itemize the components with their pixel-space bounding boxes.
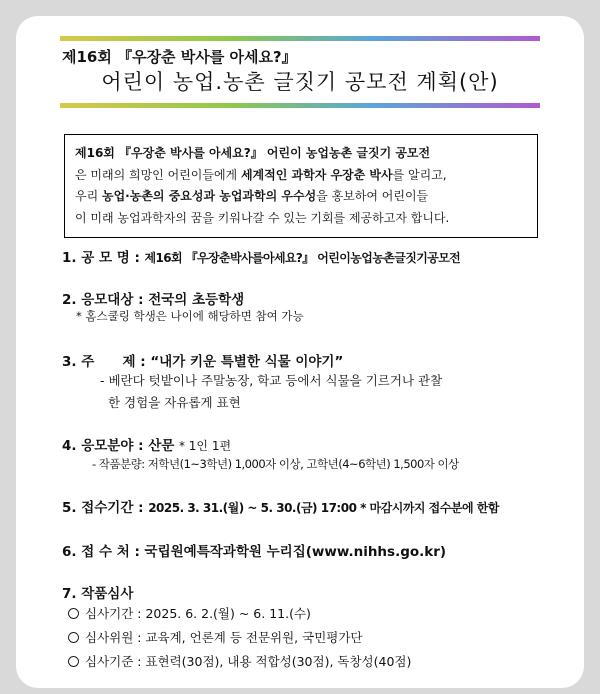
intro-line-4: 이 미래 농업과학자의 꿈을 키워나갈 수 있는 기회를 제공하고자 합니다. bbox=[75, 210, 450, 225]
intro-line-2: 은 미래의 희망인 어린이들에게 세계적인 과학자 우장춘 박사를 알리고, bbox=[75, 167, 447, 182]
document-subtitle: 제16회 『우장춘 박사를 아세요?』 bbox=[62, 48, 297, 66]
section-topic bbox=[62, 350, 343, 370]
section-submission-place bbox=[62, 540, 446, 560]
section-label: 7. 작품심사 bbox=[62, 586, 134, 602]
document-header bbox=[60, 36, 540, 108]
section-submission-period bbox=[62, 496, 499, 516]
header-bottom-rule bbox=[60, 103, 540, 108]
section-contest-name bbox=[62, 246, 460, 266]
section-value: 2025. 3. 31.(월) ~ 5. 30.(금) 17:00 * 마감시까지 접수분에 한함 bbox=[148, 501, 499, 515]
review-item: 심사위원 : 교육계, 언론계 등 전문위원, 국민평가단 bbox=[68, 628, 363, 646]
section-label: 4. 응모분야 : bbox=[62, 438, 144, 454]
section-value: “내가 키운 특별한 식물 이야기” bbox=[150, 354, 344, 370]
topic-note-line-1: - 베란다 텃밭이나 주말농장, 학교 등에서 식물을 기르거나 관찰 bbox=[100, 373, 443, 388]
review-item: 심사기준 : 표현력(30점), 내용 적합성(30점), 독창성(40점) bbox=[68, 652, 411, 670]
category-note: - 작품분량: 저학년(1~3학년) 1,000자 이상, 고학년(4~6학년) 1,500자 이상 bbox=[92, 457, 459, 471]
intro-box bbox=[64, 134, 538, 238]
header-top-rule bbox=[60, 36, 540, 41]
section-label: 2. 응모대상 : bbox=[62, 292, 144, 308]
section-label: 5. 접수기간 : bbox=[62, 500, 144, 516]
review-item: 심사기간 : 2025. 6. 2.(월) ~ 6. 11.(수) bbox=[68, 604, 311, 622]
section-value: 국립원예특작과학원 누리집(www.nihhs.go.kr) bbox=[144, 544, 447, 560]
section-value: 전국의 초등학생 bbox=[148, 292, 245, 308]
section-label: 3. 주 제 : bbox=[62, 354, 146, 370]
section-value: 산문 bbox=[148, 438, 175, 454]
section-label: 1. 공 모 명 : bbox=[62, 250, 140, 266]
intro-line-1: 제16회 『우장춘 박사를 아세요?』 어린이 농업농촌 글짓기 공모전 bbox=[75, 146, 431, 160]
document-card bbox=[16, 16, 584, 688]
section-review bbox=[62, 582, 133, 602]
section-label: 6. 접 수 처 : bbox=[62, 544, 140, 560]
document-title: 어린이 농업.농촌 글짓기 공모전 계획(안) bbox=[101, 70, 499, 94]
section-eligibility bbox=[62, 288, 244, 308]
category-value-note: * 1인 1편 bbox=[178, 439, 232, 453]
circle-bullet-icon bbox=[68, 608, 79, 619]
section-category bbox=[62, 434, 231, 454]
section-value: 제16회 『우장춘박사를아세요?』 어린이농업농촌글짓기공모전 bbox=[144, 251, 461, 265]
intro-line-3: 우리 농업·농촌의 중요성과 농업과학의 우수성을 홍보하여 어린이들 bbox=[75, 189, 429, 203]
eligibility-note: * 홈스쿨링 학생은 나이에 해당하면 참여 가능 bbox=[76, 309, 304, 323]
topic-note-line-2: 한 경험을 자유롭게 표현 bbox=[108, 395, 241, 410]
circle-bullet-icon bbox=[68, 656, 79, 667]
circle-bullet-icon bbox=[68, 632, 79, 643]
